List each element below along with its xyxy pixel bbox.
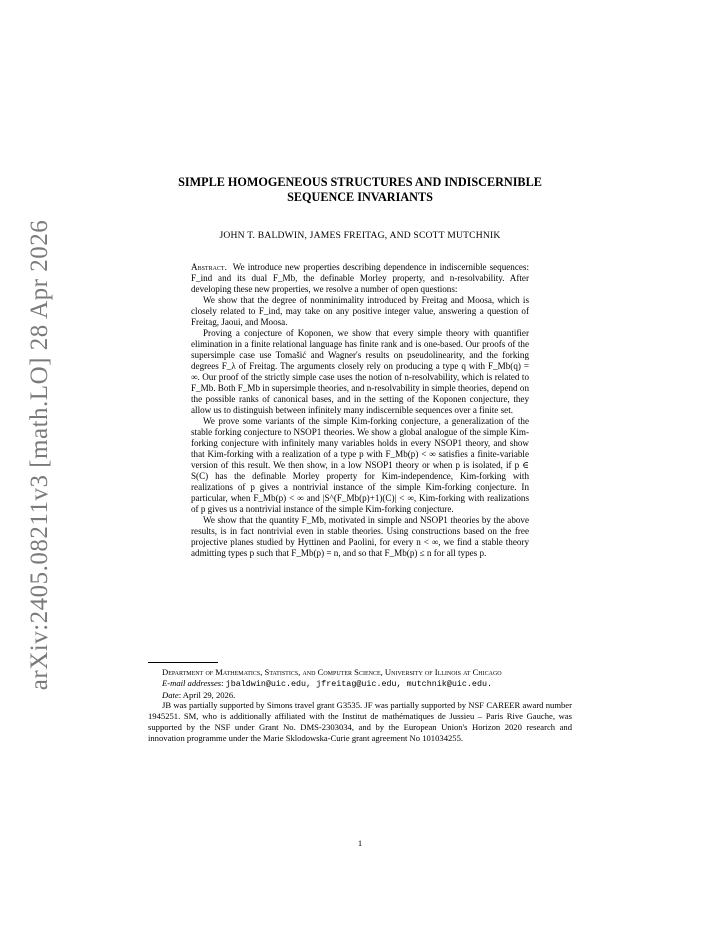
abstract-paragraph-4: We prove some variants of the simple Kim-forking conjecture, a generalization of the stable forking conjecture to NSOP1 theories. We show a global analogue of the simple Kim-forking conjecture with infinitely many variables holds in every NSOP1 theory, and show that Kim-forking with a realization of a type p with F_Mb(p) < ∞ satisfies a finite-variable version of this result. We then show, in a low NSOP1 theory or when p is isolated, if p ∈ S(C) has the definable Morley property for Kim-independence, Kim-forking with realizations of p gives a nontrivial instance of the simple Kim-forking conjecture. In particular, when F_Mb(p) < ∞ and |S^(F_Mb(p)+1)(C)| < ∞, Kim-forking with realizations of p gives us a nontrivial instance of the simple Kim-forking conjecture. [191, 416, 529, 514]
abstract-paragraph-5: We show that the quantity F_Mb, motivated in simple and NSOP1 theories by the above results, is in fact nontrivial even in stable theories. Using constructions based on the free projective planes studied by Hyttinen and Paolini, for every n < ∞, we find a stable theory admitting types p such that F_Mb(p) = n, and so that F_Mb(p) ≤ n for all types p. [191, 515, 529, 558]
abstract-paragraph-3: Proving a conjecture of Koponen, we show that every simple theory with quantifier elimination in a finite relational language has finite rank and is one-based. Our proofs of the supersimple case use Tomašić and Wagner's results on pseudolinearity, and the forking degrees F_λ of Freitag. The arguments closely rely on producing a type q with F_Mb(q) = ∞. Our proof of the strictly simple case uses the notion of n-resolvability, which is related to F_Mb. Both F_Mb in supersimple theories, and n-resolvability in simple theories, depend on the possible ranks of canonical bases, and in the setting of the Koponen conjecture, they allow us to distinguish between infinitely many indiscernible sequences over a finite set. [191, 328, 529, 415]
footnote-rule [148, 662, 218, 663]
author-list: JOHN T. BALDWIN, JAMES FREITAG, AND SCOTT MUTCHNIK [219, 230, 501, 241]
arxiv-identifier-stamp [15, 219, 65, 691]
title-line-2: SEQUENCE INVARIANTS [287, 190, 433, 204]
abstract-p1-text: We introduce new properties describing dependence in indiscernible sequences: F_ind and its dual F_Mb, the definable Morley property, and n-resolvability. After developing these new properties, we resolve a number of open questions: [191, 262, 529, 294]
title-line-1: SIMPLE HOMOGENEOUS STRUCTURES AND INDISCERNIBLE [178, 175, 542, 189]
funding-note: JB was partially supported by Simons travel grant G3535. JF was partially supported by NSF CAREER award number 1945251. SM, who is additionally affiliated with the Institut de mathématiques de Jussieu – Paris Rive Gauche, was supported by the NSF under Grant No. DMS-2303034, and by the European Union's Horizon 2020 research and innovation programme under the Marie Sklodowska-Curie grant agreement No 101034255. [148, 700, 572, 743]
date-label: Date [162, 689, 179, 700]
abstract [191, 262, 529, 559]
abstract-paragraph-1 [191, 262, 529, 295]
email-line: E-mail addresses: jbaldwin@uic.edu, jfreitag@uic.edu, mutchnik@uic.edu. [162, 677, 493, 689]
email-label: E-mail addresses [162, 677, 222, 688]
date-value: April 29, 2026. [182, 689, 236, 700]
abstract-paragraph-2: We show that the degree of nonminimality introduced by Freitag and Moosa, which is closely related to F_ind, may take on any positive integer value, answering a question of Freitag, Jaoui, and Moosa. [191, 295, 529, 327]
email-addresses: jbaldwin@uic.edu, jfreitag@uic.edu, mutchnik@uic.edu. [225, 678, 493, 689]
page-number: 1 [357, 838, 363, 848]
date-line: Date: April 29, 2026. [162, 689, 236, 700]
arxiv-stamp-text: arXiv:2405.08211v3 [math.LO] 28 Apr 2026 [26, 219, 53, 691]
affiliation: Department of Mathematics, Statistics, and Computer Science, University of Illinois at Chicago [162, 667, 502, 677]
paper-title [148, 175, 572, 205]
footnotes [148, 667, 572, 744]
abstract-heading: Abstract. [191, 262, 227, 272]
